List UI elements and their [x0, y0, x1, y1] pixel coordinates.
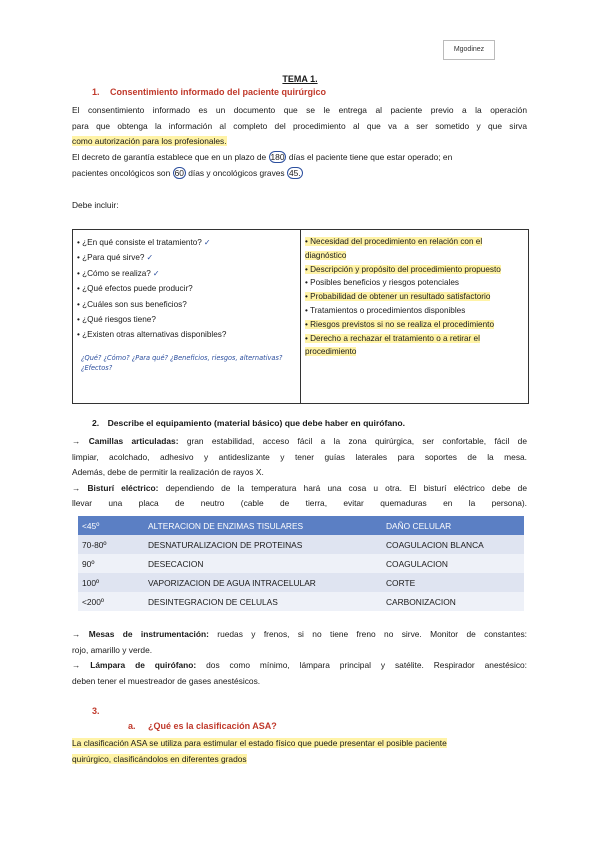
lampara-line-2: deben tener el muestreador de gases anestésicos. — [72, 675, 261, 686]
requirement-item: • Tratamientos o procedimientos disponibles — [305, 305, 466, 315]
asa-line-2: quirúrgico, clasificándolos en diferentes grados — [72, 753, 247, 764]
asa-line-1: La clasificación ASA se utiliza para estimular el estado físico que puede presentar el posible paciente — [72, 738, 447, 748]
mesas-line-1: → Mesas de instrumentación: ruedas y frenos, si no tiene freno no sirve. Monitor de constantes: — [72, 629, 527, 639]
consent-contents-table — [72, 229, 529, 404]
pen-check-icon: ✓ — [146, 253, 154, 263]
requirement-item: • Descripción y propósito del procedimiento propuesto — [305, 264, 501, 274]
days-45-circled: 45. — [288, 167, 301, 178]
decreto-line-1: El decreto de garantía establece que en un plazo de 180 días el paciente tiene que estar operado; en — [72, 152, 453, 162]
page-title: TEMA 1. — [282, 74, 318, 84]
camillas-line-1: → Camillas articuladas: gran estabilidad, acceso fácil a la zona quirúrgica, ser confortable, fácil de — [72, 436, 527, 446]
section-3-number: 3. — [92, 706, 100, 716]
table-row: <200º DESINTEGRACION DE CELULAS CARBONIZACION — [78, 592, 524, 611]
section-2-heading — [92, 418, 405, 428]
table-row: 100º VAPORIZACION DE AGUA INTRACELULAR CORTE — [78, 573, 524, 592]
days-60-circled: 60 — [174, 167, 184, 178]
requirement-item: • Riesgos previstos si no se realiza el procedimiento — [305, 319, 494, 329]
pen-check-icon: ✓ — [152, 268, 160, 278]
camillas-line-3: Además, debe de permitir la realización de rayos X. — [72, 467, 264, 477]
section-2-title: Describe el equipamiento (material básico) que debe haber en quirófano. — [107, 418, 406, 428]
mesas-line-2: rojo, amarillo y verde. — [72, 644, 153, 655]
section-1-title: Consentimiento informado del paciente quirúrgico — [110, 87, 327, 97]
question-item: • ¿Cuáles son sus beneficios? — [77, 299, 187, 309]
consent-questions-column — [77, 235, 297, 372]
section-1-number: 1. — [92, 87, 100, 97]
table-divider — [300, 230, 301, 403]
requirement-item: • Necesidad del procedimiento en relación con el diagnóstico — [305, 237, 483, 260]
requirement-item: • Posibles beneficios y riesgos potenciales — [305, 278, 459, 288]
question-item: • ¿Qué riesgos tiene? — [77, 315, 156, 325]
question-item: • ¿Cómo se realiza? ✓ — [77, 268, 160, 278]
consent-line-1: El consentimiento informado es un documento que se le entrega al paciente previo a la operación — [72, 105, 527, 115]
requirement-item: • Probabilidad de obtener un resultado satisfactorio — [305, 292, 491, 302]
requirement-item: • Derecho a rechazar el tratamiento o a retirar el procedimiento — [305, 333, 480, 357]
question-item: • ¿En qué consiste el tratamiento? ✓ — [77, 238, 211, 247]
author-badge: Mgodinez — [443, 40, 495, 60]
days-180-circled: 180 — [270, 152, 285, 162]
question-item: • ¿Qué efectos puede producir? — [77, 284, 193, 294]
electrosurgery-temperature-table — [78, 516, 524, 611]
lampara-line-1: → Lámpara de quirófano: dos como mínimo, lámpara principal y satélite. Respirador anestésico: — [72, 660, 527, 670]
section-3a-heading: a. ¿Qué es la clasificación ASA? — [128, 721, 277, 731]
camillas-line-2: limpiar, acolchado, adhesivo y antideslizante y tener guías laterales para soportes de la mesa. — [72, 451, 527, 462]
consent-requirements-column — [305, 235, 524, 359]
handwritten-note: ¿Qué? ¿Cómo? ¿Para qué? ¿Beneficios, riesgos, alternativas? ¿Efectos? — [81, 354, 283, 372]
section-1-heading — [92, 87, 326, 97]
debe-incluir-label: Debe incluir: — [72, 200, 119, 210]
table-header-row: <45º ALTERACION DE ENZIMAS TISULARES DAÑO CELULAR — [78, 516, 524, 535]
question-item: • ¿Para qué sirve? ✓ — [77, 253, 154, 263]
decreto-line-2: pacientes oncológicos son 60 días y oncológicos graves 45. — [72, 167, 301, 178]
pen-check-icon: ✓ — [203, 238, 211, 247]
question-item: • ¿Existen otras alternativas disponibles? — [77, 330, 227, 340]
consent-line-3: como autorización para los profesionales. — [72, 136, 227, 146]
bisturi-line-2: llevar una placa de neutro (cable de tierra, evitar quemaduras en la persona). — [72, 498, 527, 508]
bisturi-line-1: → Bisturí eléctrico: dependiendo de la temperatura hará una cosa u otra. El bisturí eléctrico debe de — [72, 482, 528, 493]
consent-line-2: para que obtenga la información al completo del procedimiento al que va a ser sometido y que sirva — [72, 120, 527, 131]
table-row: 70-80º DESNATURALIZACION DE PROTEINAS COAGULACION BLANCA — [78, 535, 524, 554]
table-row: 90º DESECACION COAGULACION — [78, 554, 524, 573]
section-2-number: 2. — [92, 418, 100, 428]
